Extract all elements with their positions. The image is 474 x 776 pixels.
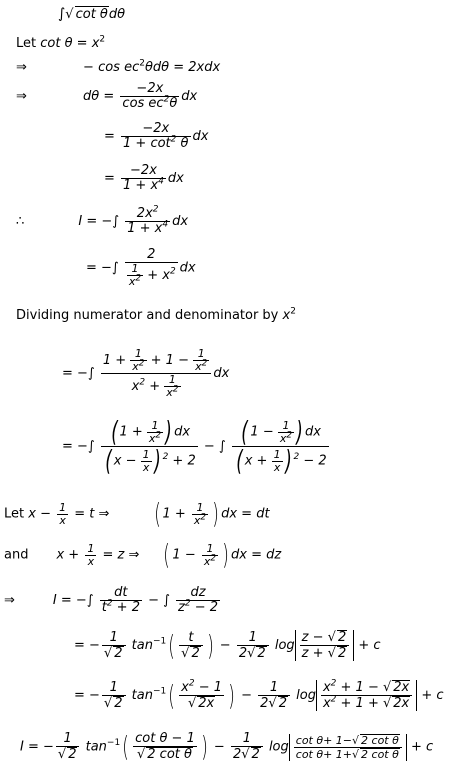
absolute-value: $\frac{\text{cot θ+ 1−√ 2 cot θ}}{\text{cot θ+ 1+√ 2 cot θ}}$: [289, 734, 407, 761]
fraction: $\frac{-2x}{\cos ec^2\theta}$: [122, 81, 178, 111]
line-split-integral: = −∫ ( 1 + $\frac{1}{x^2}$ ) dx ( x − $\frac{1}{x}$ ) $^2$ + 2 − ∫ ( 1 − $\frac{1}{x^2}$ ) dx ( x + $\frac{1}{x}$ ) $^2$ − 2: [62, 415, 327, 477]
line-result-x: = − $\frac{1}{√ 2}$ $\tan^{-1}$( $\frac{x^2 - 1}{√ 2x}$ ) − $\frac{1}{2√ 2}$ log $\frac{x^2 + 1 - √ 2x}{x^2 + 1 + √ 2x}$ + c: [74, 678, 444, 712]
line-final-answer: I = − $\frac{1}{√ 2}$ $\tan^{-1}$( $\frac{\text{cot θ − 1}}{\text{√ 2 cot θ}}$ ) − $\frac{1}{2√ 2}$ log $\frac{\text{cot θ+ 1−√ 2 cot θ}}{\text{cot θ+ 1+√ 2 cot θ}}$ + c: [20, 730, 434, 763]
line-differentiate: ⇒ − $\cos ec^2\theta d\theta = 2xdx$: [16, 58, 221, 75]
line-substitute-cot: = $\frac{-2x}{1 + \cot^2 \theta}$ dx: [104, 121, 209, 151]
line-let-cot: Let $\cot \theta = x^2$: [16, 34, 106, 51]
line-I-dt-dz: ⇒ I = −∫ $\frac{dt}{t^2 + 2}$ − ∫ $\frac{dz}{z^2 - 2}$: [4, 585, 219, 615]
fraction: $\frac{-2x}{1 + \cot^2 \theta}$: [123, 121, 189, 151]
line-dividing-text: Dividing numerator and denominator by $x^2$: [16, 306, 296, 323]
fraction: ( 1 + $\frac{1}{x^2}$ ) dx ( x − $\frac{1}{x}$ ) $^2$ + 2: [101, 418, 198, 475]
implies-arrow: ⇒: [16, 60, 27, 75]
therefore-symbol: ∴: [16, 214, 25, 229]
line-dtheta: ⇒ dθ = $\frac{-2x}{\cos ec^2\theta}$ dx: [16, 81, 198, 111]
line-therefore-I: ∴ I = −∫ $\frac{2x^2}{1 + x^4}$ dx: [16, 204, 189, 236]
line-and-z: and x + $\frac{1}{x}$ = z ⇒ ( 1 − $\frac{1}{x^2}$ ) dx = dz: [4, 538, 282, 571]
absolute-value: $\frac{x^2 + 1 - √ 2x}{x^2 + 1 + √ 2x}$: [316, 680, 417, 711]
radicand: cot θ: [75, 7, 108, 22]
d-theta: dθ: [108, 7, 126, 22]
integral-sign: ∫: [58, 6, 66, 22]
fraction: $\frac{-2x}{1 + x^4}$: [123, 163, 164, 193]
fraction: 2 $\frac{1}{x^2}$ + $x^2$: [125, 248, 178, 288]
implies-arrow: ⇒: [16, 89, 27, 104]
implies-arrow: ⇒: [4, 593, 15, 608]
line-substitute-x4: = $\frac{-2x}{1 + x^4}$ dx: [104, 163, 184, 193]
line-divide-form: = −∫ 2 $\frac{1}{x^2}$ + $x^2$ dx: [86, 247, 196, 288]
line-integral: ∫√ cot θdθ: [58, 6, 126, 22]
line-divided-integral: = −∫ 1 + $\frac{1}{x^2}$ + 1 − $\frac{1}{x^2}$ $x^2$ + $\frac{1}{x^2}$ dx: [62, 347, 230, 399]
fraction: $\frac{2x^2}{1 + x^4}$: [127, 204, 169, 236]
fraction: ( 1 − $\frac{1}{x^2}$ ) dx ( x + $\frac{1}{x}$ ) $^2$ − 2: [232, 418, 329, 475]
fraction: 1 + $\frac{1}{x^2}$ + 1 − $\frac{1}{x^2}$ $x^2$ + $\frac{1}{x^2}$: [101, 348, 212, 399]
line-result-tz: = − $\frac{1}{√ 2}$ $\tan^{-1}$( $\frac{t}{√ 2}$ ) − $\frac{1}{2√ 2}$ log $\frac{z - √ 2}{z + √ 2}$ + c: [74, 628, 381, 662]
line-let-t: Let x − $\frac{1}{x}$ = t ⇒ ( 1 + $\frac{1}{x^2}$ ) dx = dt: [4, 497, 270, 530]
absolute-value: $\frac{z - √ 2}{z + √ 2}$: [295, 630, 355, 661]
